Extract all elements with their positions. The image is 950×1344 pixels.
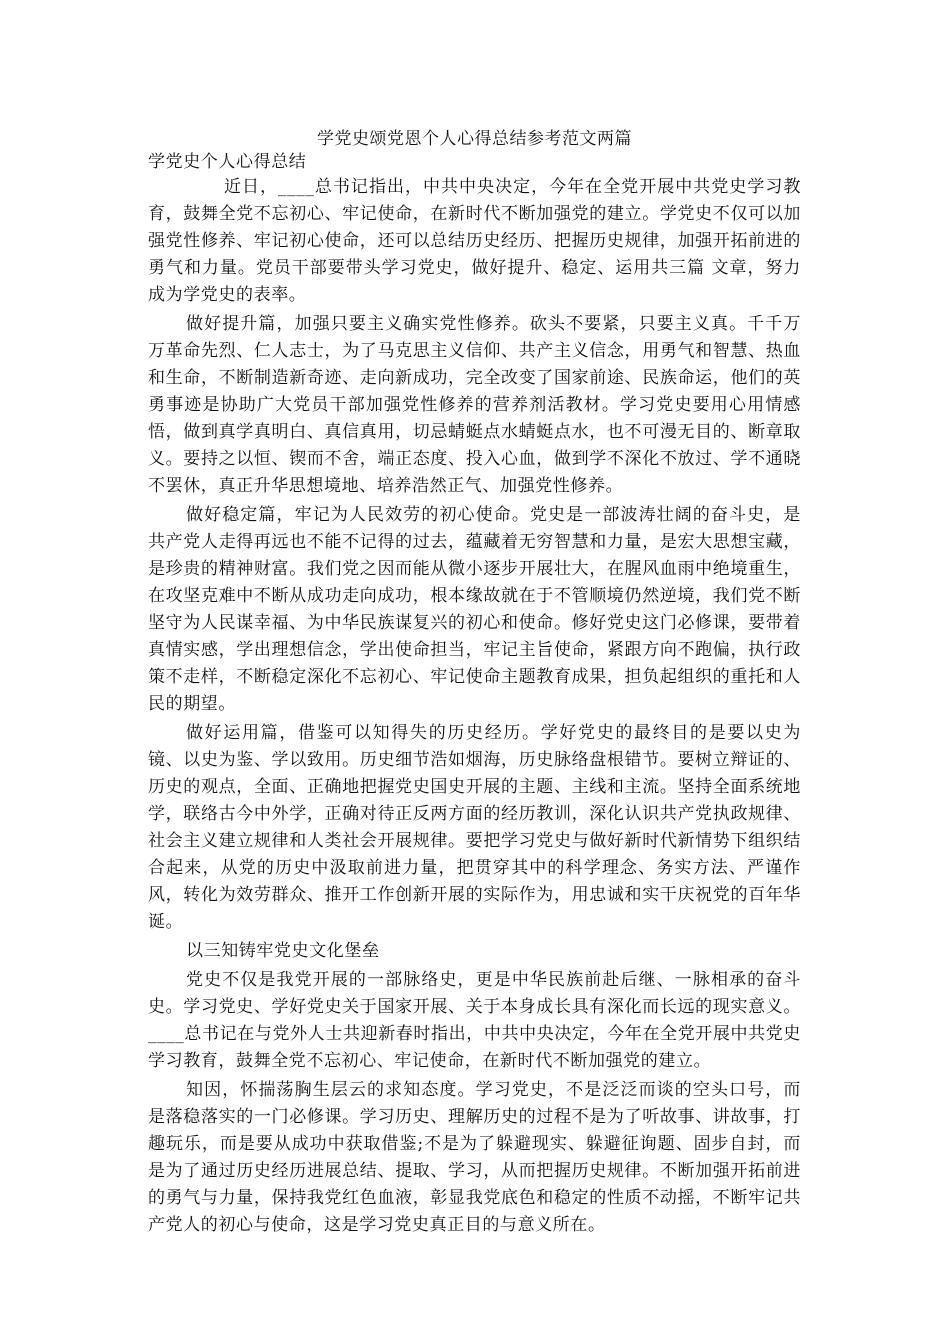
paragraph-stabilize: 做好稳定篇，牢记为人民效劳的初心使命。党史是一部波涛壮阔的奋斗史，是共产党人走得再远也不能不记得的过去，蕴藏着无穷智慧和力量，是宏大思想宝藏，是珍贵的精神财富。我们党之因而能从微小逐步开展壮大，在腥风血雨中绝境重生，在攻坚克难中不断从成功走向成功，根本缘故就在于不管顺境仍然逆境，我们党不断坚守为人民谋幸福、为中华民族谋复兴的初心和使命。修好党史这门必修课，要带着真情实感，学出理想信念，学出使命担当，牢记主旨使命，紧跟方向不跑偏，执行政策不走样，不断稳定深化不忘初心、牢记使命主题教育成果，担负起组织的重托和人民的期望。 [148,505,801,714]
paragraph-apply: 做好运用篇，借鉴可以知得失的历史经历。学好党史的最终目的是要以史为镜、以史为鉴、学以致用。历史细节浩如烟海，历史脉络盘根错节。要树立辩证的、历史的观点，全面、正确地把握党史国史开展的主题、主线和主流。坚持全面系统地学，联络古今中外学，正确对待正反两方面的经历教训，深化认识共产党执政规律、社会主义建立规律和人类社会开展规律。要把学习党史与做好新时代新情势下组织结合起来，从党的历史中汲取前进力量，把贯穿其中的科学理念、务实方法、严谨作风，转化为效劳群众、推开工作创新开展的实际作为，用忠诚和实干庆祝党的百年华诞。 [148,723,801,932]
paragraph-history: 党史不仅是我党开展的一部脉络史，更是中华民族前赴后继、一脉相承的奋斗史。学习党史、学好党史关于国家开展、关于本身成长具有深化而长远的现实意义。____总书记在与党外人士共迎新春时指出，中共中央决定，今年在全党开展中共党史学习教育，鼓舞全党不忘初心、牢记使命，在新时代不断加强党的建立。 [148,970,801,1071]
paragraph-intro: 近日，____总书记指出，中共中央决定，今年在全党开展中共党史学习教育，鼓舞全党不忘初心、牢记使命，在新时代不断加强党的建立。学党史不仅可以加强党性修养、牢记初心使命，还可以总结历史经历、把握历史规律，加强开拓前进的勇气和力量。党员干部要带头学习党史，做好提升、稳定、运用共三篇 文章，努力成为学党史的表率。 [148,177,801,305]
subheading: 以三知铸牢党史文化堡垒 [186,941,380,961]
document-page [148,128,801,1241]
section-title: 学党史个人心得总结 [148,152,307,172]
paragraph-improve: 做好提升篇，加强只要主义确实党性修养。砍头不要紧，只要主义真。千千万万革命先烈、仁人志士，为了马克思主义信仰、共产主义信念，用勇气和智慧、热血和生命，不断制造新奇迹、走向新成功，完全改变了国家前途、民族命运，他们的英勇事迹是协助广大党员干部加强党性修养的营养剂活教材。学习党史要用心用情感悟，做到真学真明白、真信真用，切忌蜻蜓点水蜻蜓点水，也不可漫无目的、断章取义。要持之以恒、锲而不舍，端正态度、投入心血，做到学不深化不放过、学不通晓不罢休，真正升华思想境地、培养浩然正气、加强党性修养。 [148,314,801,496]
paragraph-know-cause: 知因，怀揣荡胸生层云的求知态度。学习党史，不是泛泛而谈的空头口号，而是落稳落实的一门必修课。学习历史、理解历史的过程不是为了听故事、讲故事，打趣玩乐，而是要从成功中获取借鉴;不是为了躲避现实、躲避征询题、固步自封，而是为了通过历史经历进展总结、提取、学习，从而把握历史规律。不断加强开拓前进的勇气与力量，保持我党红色血液，彰显我党底色和稳定的性质不动摇，不断牢记共产党人的初心与使命，这是学习党史真正目的与意义所在。 [148,1080,801,1235]
document-title: 学党史颂党恩个人心得总结参考范文两篇 [317,129,632,149]
